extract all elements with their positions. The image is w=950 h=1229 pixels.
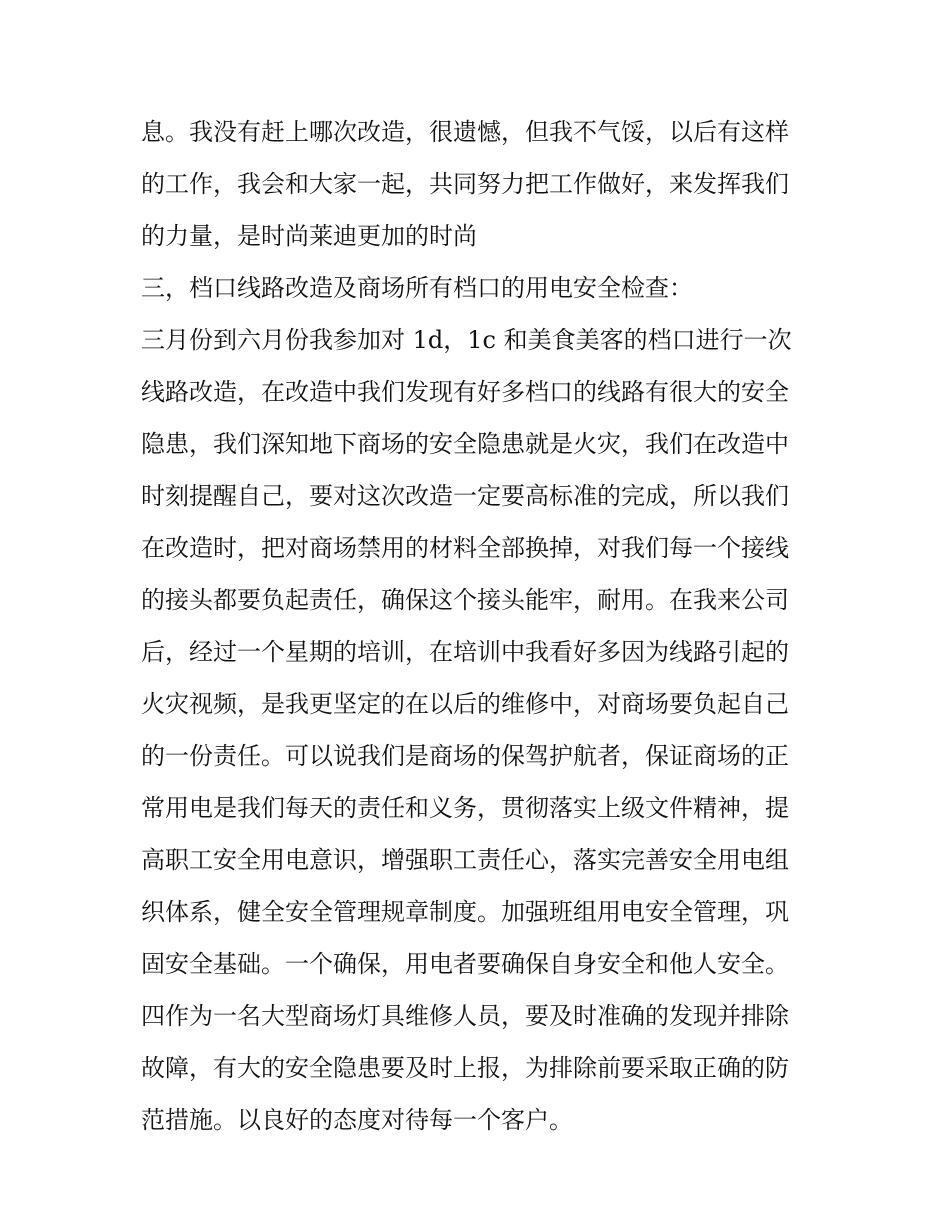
text-line-13: 的一份责任。可以说我们是商场的保驾护航者，保证商场的正 [141,742,789,770]
text-line-9: 在改造时，把对商场禁用的材料全部换掉，对我们每一个接线 [141,534,789,562]
text-line-2: 的工作，我会和大家一起，共同努力把工作做好，来发挥我们 [141,170,789,198]
body-text [141,106,821,1146]
text-line-6: 线路改造，在改造中我们发现有好多档口的线路有很大的安全 [141,378,789,406]
text-line-17: 固安全基础。一个确保，用电者要确保自身安全和他人安全。 [141,950,789,978]
text-line-10: 的接头都要负起责任，确保这个接头能牢，耐用。在我来公司 [141,586,789,614]
text-line-11: 后，经过一个星期的培训，在培训中我看好多因为线路引起的 [141,638,789,666]
section-heading-4: 四作为一名大型商场灯具维修人员，要及时准确的发现并排除 [141,1002,789,1030]
section-heading-3: 三，档口线路改造及商场所有档口的用电安全检查： [141,274,693,302]
text-line-16: 织体系，健全安全管理规章制度。加强班组用电安全管理，巩 [141,898,789,926]
text-line-12: 火灾视频，是我更坚定的在以后的维修中，对商场要负起自己 [141,690,789,718]
text-line-20: 范措施。以良好的态度对待每一个客户。 [141,1106,573,1134]
text-line-5: 三月份到六月份我参加对 1d，1c 和美食美客的档口进行一次 [141,326,792,354]
text-line-3: 的力量，是时尚莱迪更加的时尚 [141,222,477,250]
text-line-1: 息。我没有赶上哪次改造，很遗憾，但我不气馁，以后有这样 [141,118,789,146]
text-line-15: 高职工安全用电意识，增强职工责任心，落实完善安全用电组 [141,846,789,874]
text-line-19: 故障，有大的安全隐患要及时上报，为排除前要采取正确的防 [141,1054,789,1082]
text-line-14: 常用电是我们每天的责任和义务，贯彻落实上级文件精神，提 [141,794,789,822]
text-line-8: 时刻提醒自己，要对这次改造一定要高标准的完成，所以我们 [141,482,789,510]
text-line-7: 隐患，我们深知地下商场的安全隐患就是火灾，我们在改造中 [141,430,789,458]
